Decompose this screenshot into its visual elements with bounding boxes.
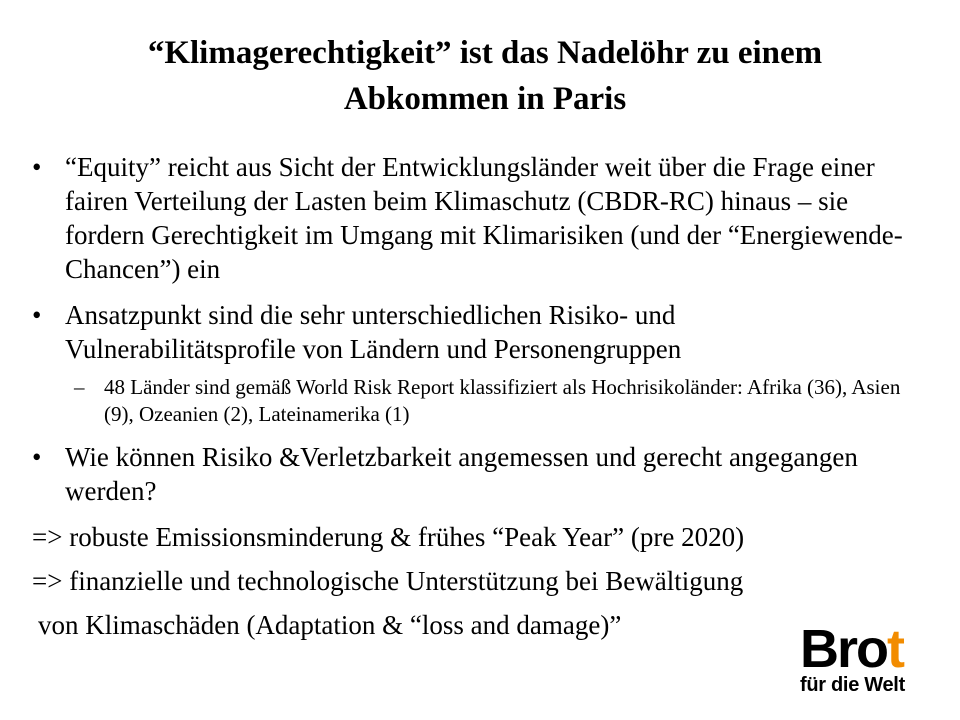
- logo-tagline: für die Welt: [800, 674, 905, 696]
- slide-title-line-1: “Klimagerechtigkeit” ist das Nadelöhr zu einem: [147, 35, 823, 71]
- sub-bullet-world-risk-report: [32, 374, 912, 428]
- slide-body: [32, 150, 912, 652]
- sub-bullet-marker: –: [74, 375, 85, 399]
- conclusion-line-support: => finanzielle und technologische Unterstützung bei Bewältigung: [32, 566, 744, 596]
- logo-wordmark-main: Bro: [800, 619, 887, 679]
- bullet-marker: •: [32, 152, 42, 182]
- bullet-item-equity: [32, 150, 912, 286]
- conclusion-line-damages: von Klimaschäden (Adaptation & “loss and damage)”: [38, 610, 622, 640]
- bullet-text: Ansatzpunkt sind die sehr unterschiedlichen Risiko- und Vulnerabilitätsprofile von Ländern und Personengruppen: [65, 300, 682, 364]
- bullet-marker: •: [32, 300, 42, 330]
- logo-wordmark-accent: t: [887, 619, 903, 679]
- bullet-item-question: [32, 440, 912, 508]
- conclusion-line-emissions: => robuste Emissionsminderung & frühes “Peak Year” (pre 2020): [32, 522, 745, 552]
- bullet-item-ansatzpunkt: [32, 298, 912, 366]
- bullet-text: “Equity” reicht aus Sicht der Entwicklungsländer weit über die Frage einer fairen Verteilung der Lasten beim Klimaschutz (CBDR-RC) hinaus – sie fordern Gerechtigkeit im Umgang mit Klimarisiken (und der “Energiewende-Chancen”) ein: [65, 152, 903, 284]
- bullet-marker: •: [32, 442, 42, 472]
- slide-title-line-2: Abkommen in Paris: [343, 81, 627, 117]
- brot-fuer-die-welt-logo: [800, 619, 930, 700]
- slide-title: [60, 30, 910, 122]
- logo-wordmark: [800, 619, 930, 679]
- bullet-text: Wie können Risiko &Verletzbarkeit angemessen und gerecht angegangen werden?: [65, 442, 858, 506]
- sub-bullet-text: 48 Länder sind gemäß World Risk Report klassifiziert als Hochrisikoländer: Afrika (36), Asien (9), Ozeanien (2), Lateinamerika (1): [104, 375, 901, 426]
